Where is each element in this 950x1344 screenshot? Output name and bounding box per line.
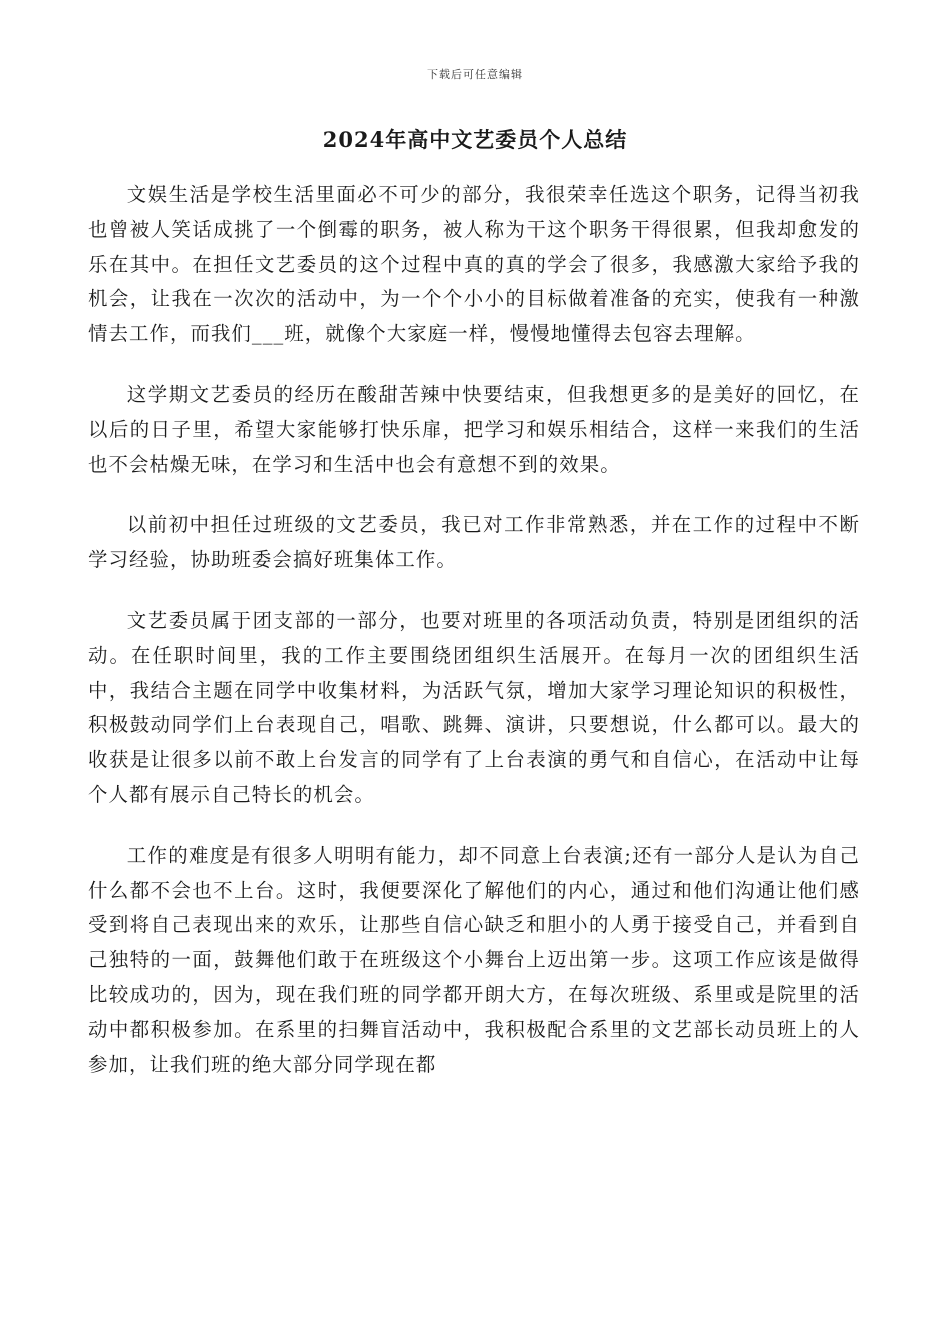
- paragraph-1: 文娱生活是学校生活里面必不可少的部分，我很荣幸任选这个职务，记得当初我也曾被人笑话成挑了一个倒霉的职务，被人称为干这个职务干得很累，但我却愈发的乐在其中。在担任文艺委员的这个过程中真的真的学会了很多，我感激大家给予我的机会，让我在一次次的活动中，为一个个小小的目标做着准备的充实，使我有一种激情去工作，而我们___班，就像个大家庭一样，慢慢地懂得去包容去理解。: [88, 183, 860, 346]
- header-note: 下载后可任意编辑: [427, 68, 523, 81]
- paragraph-2: 这学期文艺委员的经历在酸甜苦辣中快要结束，但我想更多的是美好的回忆，在以后的日子里，希望大家能够打快乐扉，把学习和娱乐相结合，这样一来我们的生活也不会枯燥无味，在学习和生活中也会有意想不到的效果。: [88, 382, 860, 476]
- document-title: 2024年高中文艺委员个人总结: [322, 127, 628, 152]
- document-body: [88, 178, 860, 1108]
- paragraph-4: 文艺委员属于团支部的一部分，也要对班里的各项活动负责，特别是团组织的活动。在任职时间里，我的工作主要围绕团组织生活展开。在每月一次的团组织生活中，我结合主题在同学中收集材料，为活跃气氛，增加大家学习理论知识的积极性，积极鼓动同学们上台表现自己，唱歌、跳舞、演讲，只要想说，什么都可以。最大的收获是让很多以前不敢上台发言的同学有了上台表演的勇气和自信心，在活动中让每个人都有展示自己特长的机会。: [88, 608, 860, 806]
- paragraph-5: 工作的难度是有很多人明明有能力，却不同意上台表演;还有一部分人是认为自己什么都不会也不上台。这时，我便要深化了解他们的内心，通过和他们沟通让他们感受到将自己表现出来的欢乐，让那些自信心缺乏和胆小的人勇于接受自己，并看到自己独特的一面，鼓舞他们敢于在班级这个小舞台上迈出第一步。这项工作应该是做得比较成功的，因为，现在我们班的同学都开朗大方，在每次班级、系里或是院里的活动中都积极参加。在系里的扫舞盲活动中，我积极配合系里的文艺部长动员班上的人参加，让我们班的绝大部分同学现在都: [88, 843, 860, 1076]
- paragraph-3: 以前初中担任过班级的文艺委员，我已对工作非常熟悉，并在工作的过程中不断学习经验，协助班委会搞好班集体工作。: [88, 513, 860, 572]
